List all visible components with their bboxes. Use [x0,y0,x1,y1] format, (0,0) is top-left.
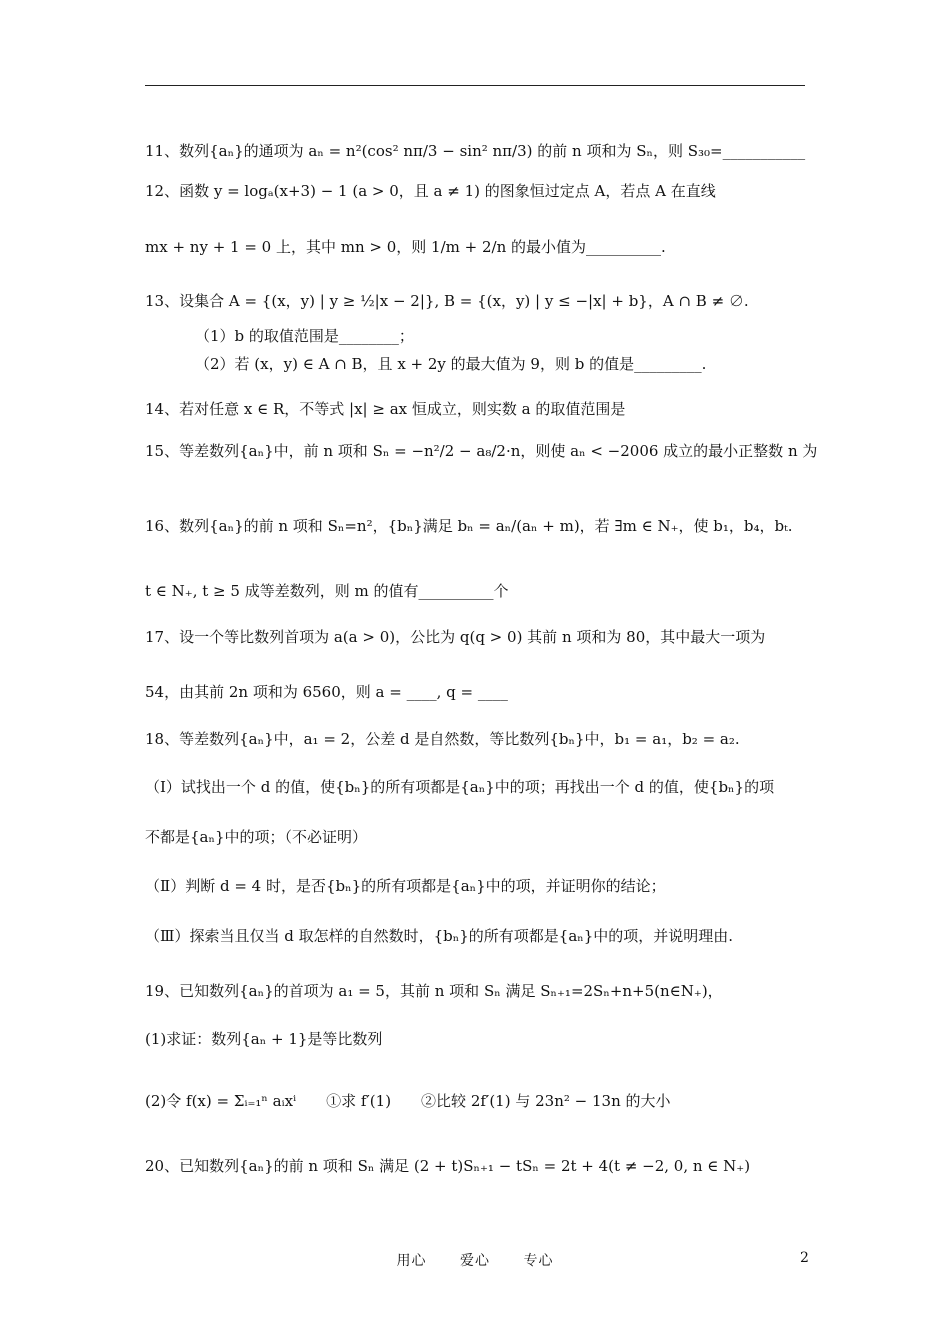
page-number: 2 [800,1250,809,1266]
footer-left: 用心 [396,1253,427,1269]
problem-11: 11、数列{aₙ}的通项为 aₙ = n²(cos² nπ/3 − sin² nπ/3) 的前 n 项和为 Sₙ，则 S₃₀=___________ [145,142,806,160]
problem-18-part2: （Ⅱ）判断 d = 4 时，是否{bₙ}的所有项都是{aₙ}中的项，并证明你的结论； [145,877,666,895]
problem-13: 13、设集合 A = {(x，y) | y ≥ ½|x − 2|}, B = {(x，y) | y ≤ −|x| + b}，A ∩ B ≠ ∅. [145,292,749,310]
problem-12-line2: mx + ny + 1 = 0 上，其中 mn > 0，则 1/m + 2/n 的最小值为__________. [145,238,666,256]
problem-18-part1: （Ⅰ）试找出一个 d 的值，使{bₙ}的所有项都是{aₙ}中的项；再找出一个 d 的值，使{bₙ}的项 [145,778,775,796]
problem-19: 19、已知数列{aₙ}的首项为 a₁ = 5，其前 n 项和 Sₙ 满足 Sₙ₊₁=2Sₙ+n+5(n∈N₊)， [145,982,723,1000]
problem-19-part1: (1)求证：数列{aₙ + 1}是等比数列 [145,1030,383,1048]
problem-18-part1-cont: 不都是{aₙ}中的项；（不必证明） [145,828,368,846]
problem-13-part2: （2）若 (x，y) ∈ A ∩ B，且 x + 2y 的最大值为 9，则 b 的值是_________. [195,355,707,373]
problem-17-line1: 17、设一个等比数列首项为 a(a > 0)，公比为 q(q > 0) 其前 n 项和为 80，其中最大一项为 [145,628,766,646]
header-rule [145,85,805,86]
footer-middle: 爱心 [460,1253,490,1269]
problem-20: 20、已知数列{aₙ}的前 n 项和 Sₙ 满足 (2 + t)Sₙ₊₁ − tSₙ = 2t + 4(t ≠ −2, 0, n ∈ N₊) [145,1157,751,1175]
problem-13-part1: （1）b 的取值范围是________； [195,327,414,345]
problem-18-part3: （Ⅲ）探索当且仅当 d 取怎样的自然数时，{bₙ}的所有项都是{aₙ}中的项，并说明理由. [145,927,734,945]
problem-15: 15、等差数列{aₙ}中，前 n 项和 Sₙ = −n²/2 − a₈/2·n，则使 aₙ < −2006 成立的最小正整数 n 为 [145,442,818,460]
problem-16-line1: 16、数列{aₙ}的前 n 项和 Sₙ=n²，{bₙ}满足 bₙ = aₙ/(aₙ + m)，若 ∃m ∈ N₊，使 b₁，b₄，bₜ. [145,517,793,535]
problem-12-line1: 12、函数 y = logₐ(x+3) − 1 (a > 0，且 a ≠ 1) 的图象恒过定点 A，若点 A 在直线 [145,182,716,200]
problem-19-part2: (2)令 f(x) = Σᵢ₌₁ⁿ aᵢxⁱ ①求 f′(1) ②比较 2f′(1) 与 23n² − 13n 的大小 [145,1092,671,1110]
problem-17-line2: 54，由其前 2n 项和为 6560，则 a = ____, q = ____ [145,683,508,701]
problem-18: 18、等差数列{aₙ}中，a₁ = 2，公差 d 是自然数，等比数列{bₙ}中，b₁ = a₁，b₂ = a₂. [145,730,740,748]
problem-16-line2: t ∈ N₊, t ≥ 5 成等差数列，则 m 的值有__________个 [145,582,509,600]
problem-14: 14、若对任意 x ∈ R，不等式 |x| ≥ ax 恒成立，则实数 a 的取值范围是 [145,400,626,418]
footer-right: 专心 [523,1253,554,1269]
